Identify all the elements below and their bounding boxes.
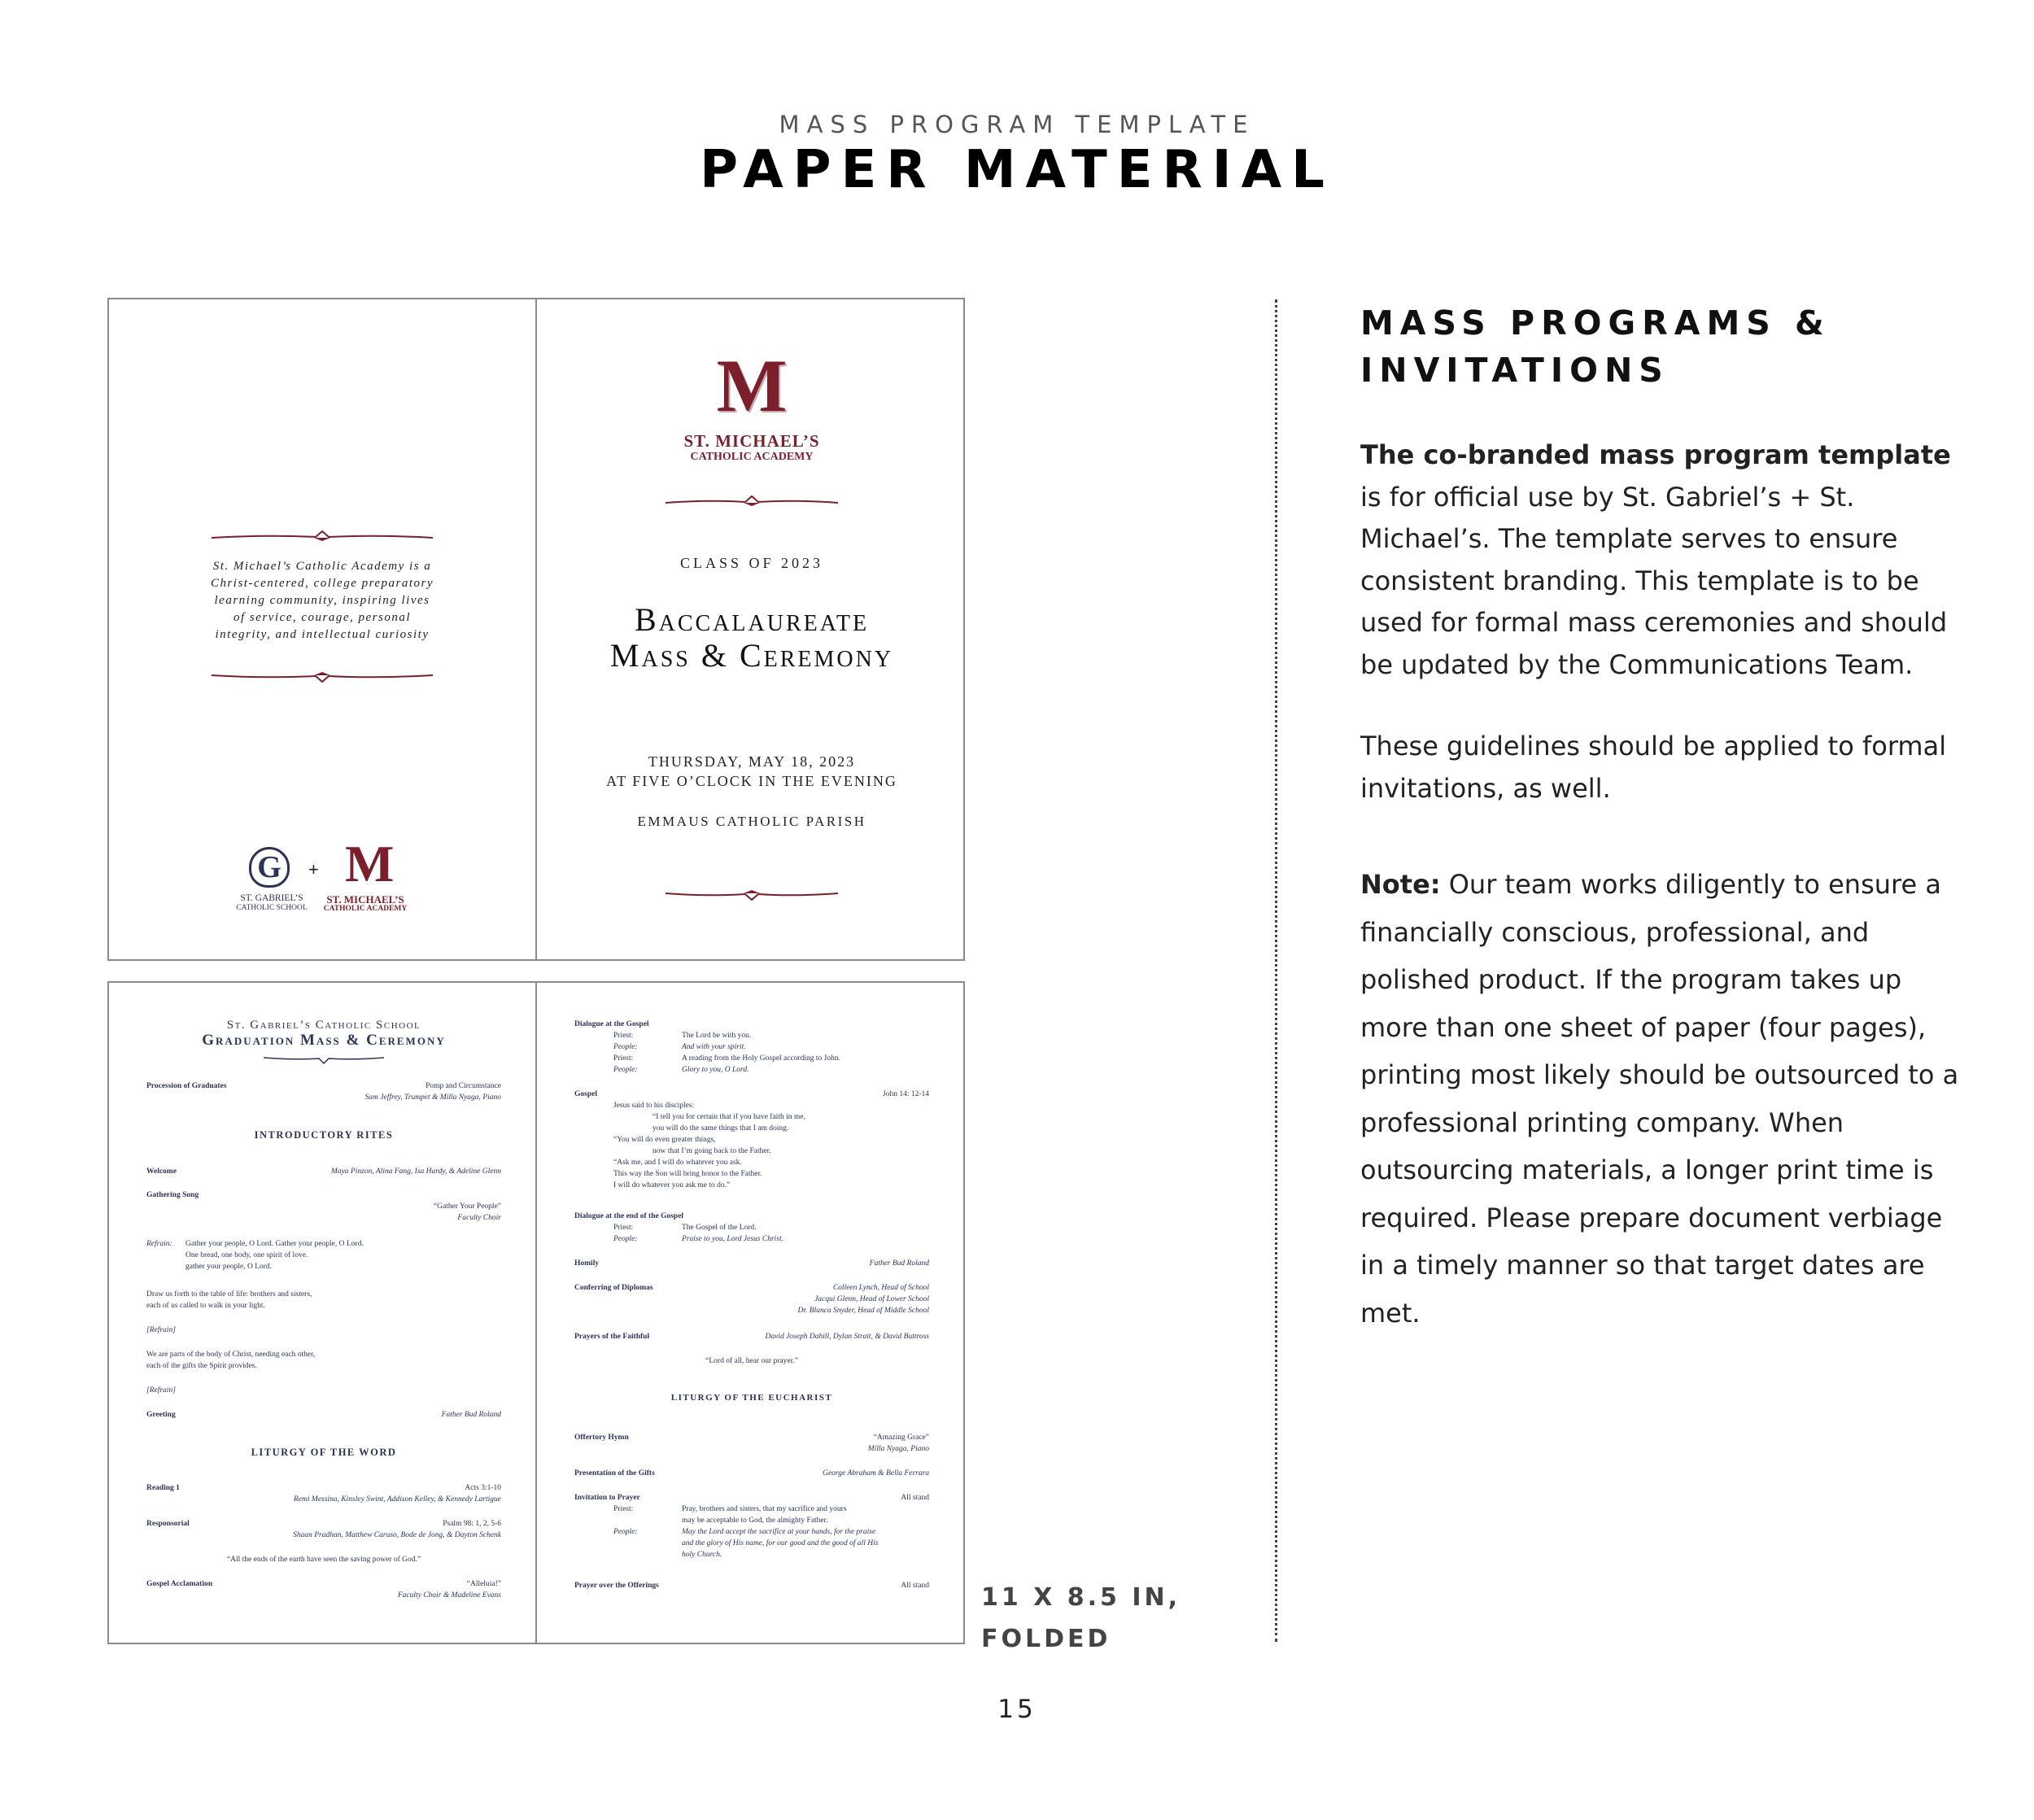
mission-statement: St. Michael’s Catholic Academy is a Christ-centered, college preparatory learning community, inspiring lives of service, courage, personal integrity, and intellectual curiosity [210,560,434,641]
offerings-label: Prayer over the Offerings [574,1582,659,1590]
academy-name-line1: ST. MICHAEL’S [683,431,820,451]
intro-paragraph [1360,434,1962,686]
dialogue-line: Glory to you, O Lord. [682,1066,749,1074]
plus-sign: + [308,859,319,879]
invitation-line: May the Lord accept the sacrifice at your hands, for the praise [682,1528,876,1536]
gifts-people: George Abraham & Bella Ferrara [823,1469,929,1477]
michael-name-line2: CATHOLIC ACADEMY [323,905,408,913]
dialogue-label: Dialogue at the Gospel [574,1020,649,1028]
prayers-people: David Joseph Dahill, Dylan Strait, & David Buttross [765,1333,929,1341]
gospel-label: Gospel [574,1090,597,1098]
responsorial-ref: Psalm 98: 1, 2, 5-6 [443,1520,501,1528]
gospel-line: I will do whatever you ask me to do.” [613,1181,731,1189]
academy-name-line2: CATHOLIC ACADEMY [690,451,814,463]
event-title-line1: Baccalaureate [634,601,870,638]
note-bold: Note: [1360,869,1441,900]
greeting-person: Father Bud Roland [441,1411,501,1419]
role-label: Priest: [613,1054,634,1063]
role-label: People: [613,1235,638,1243]
offertory-label: Offertory Hymn [574,1434,629,1442]
gabriel-name-line1: ST. GABRIEL’S [240,893,303,903]
refrain-marker: [Refrain] [146,1386,176,1394]
diploma-presenter: Jacqui Glenn, Head of Lower School [814,1295,929,1303]
verse-line: each of the gifts the Spirit provides. [146,1362,257,1370]
invitation-line: and the glory of His name, for our good and the good of all His [682,1539,879,1547]
offertory-performer: Milla Nyaga, Piano [867,1445,929,1453]
note-paragraph [1360,861,1962,1337]
st-gabriels-logo [249,847,290,888]
acclamation-label: Gospel Acclamation [146,1580,213,1588]
intro-rest: is for official use by St. Gabriel’s + St. Michael’s. The template serves to ensure consistent branding. This template is to be used for formal mass ceremonies and should be updated by the Communications Team. [1360,481,1948,680]
role-label: Priest: [613,1032,634,1040]
prayers-label: Prayers of the Faithful [574,1333,650,1341]
event-title-line2: Mass & Ceremony [609,637,894,674]
reading-label: Reading 1 [146,1484,180,1492]
gospel-line: now that I’m going back to the Father. [653,1147,771,1155]
role-label: Priest: [613,1224,634,1232]
program-inside-right [535,981,965,1644]
program-front-cover [535,298,965,961]
gathering-label: Gathering Song [146,1191,199,1199]
eucharist-heading: LITURGY OF THE EUCHARIST [670,1393,833,1403]
note-rest: Our team works diligently to ensure a financially conscious, professional, and polished product. If the program takes up more than one sheet of paper (four pages), printing most likely should be outsourced to a professional printing company. When outsourcing materials, a longer print time is required. Please prepare document verbiage in a timely manner so that target dates are met. [1360,869,1959,1329]
page-number: 15 [997,1695,1037,1724]
liturgy-word-heading: LITURGY OF THE WORD [251,1447,397,1458]
invitations-paragraph: These guidelines should be applied to formal invitations, as well. [1360,731,1947,804]
class-year: CLASS OF 2023 [679,555,824,571]
gathering-song: “Gather Your People” [433,1202,501,1211]
refrain-line: Gather your people, O Lord. Gather your people, O Lord. [186,1240,364,1248]
welcome-label: Welcome [146,1168,177,1176]
verse-line: Draw us forth to the table of life: brothers and sisters, [146,1290,312,1298]
response-quote: “All the ends of the earth have seen the saving power of God.” [226,1556,421,1564]
gifts-label: Presentation of the Gifts [574,1469,655,1477]
homily-label: Homily [574,1259,600,1268]
procession-performers: Sam Jeffrey, Trumpet & Milla Nyaga, Piano [364,1093,501,1102]
prayers-quote: “Lord of all, hear our prayer.” [705,1357,798,1365]
diploma-presenter: Colleen Lynch, Head of School [832,1284,929,1292]
reading-ref: Acts 3:1-10 [465,1484,501,1492]
invitation-line: holy Church. [682,1551,722,1559]
welcome-people: Maya Pinzon, Alina Fang, Isa Hardy, & Adeline Glenn [330,1168,501,1176]
responsorial-people: Shaan Pradhan, Matthew Caruso, Bode de Jong, & Dayton Schenk [293,1531,501,1539]
flourish-divider-icon [262,1054,386,1064]
dialogue-end-label: Dialogue at the end of the Gospel [574,1212,684,1220]
program-title: Graduation Mass & Ceremony [202,1032,446,1049]
reading-people: Remi Messina, Kinsley Swint, Addison Kelley, & Kennedy Lartigue [294,1495,501,1504]
diploma-presenter: Dr. Blanca Snyder, Head of Middle School [797,1307,929,1315]
invitation-label: Invitation to Prayer [574,1494,640,1502]
dotted-divider [1275,299,1277,1642]
size-label-line2: FOLDED [981,1625,1111,1653]
section-heading-line1: MASS PROGRAMS & [1360,303,1831,343]
gospel-line: “You will do even greater things, [613,1136,716,1144]
greeting-label: Greeting [146,1411,176,1419]
refrain-line: One bread, one body, one spirit of love. [186,1251,308,1259]
gabriel-name-line2: CATHOLIC SCHOOL [236,904,308,912]
invitation-line: Pray, brothers and sisters, that my sacrifice and yours [682,1505,847,1513]
role-label: People: [613,1528,638,1536]
section-heading-line2: INVITATIONS [1360,351,1670,390]
offertory-song: “Amazing Grace” [873,1434,929,1442]
program-school-name: St. Gabriel’s Catholic School [226,1019,421,1032]
verse-line: each of us called to walk in your light. [146,1302,265,1310]
logo-g-letter: G [257,850,282,884]
gospel-line: Jesus said to his disciples: [613,1102,695,1110]
size-label [981,1577,1225,1660]
gospel-line: you will do the same things that I am doing. [653,1124,789,1133]
gospel-line: “I tell you for certain that if you have faith in me, [653,1113,805,1121]
gospel-line: “Ask me, and I will do whatever you ask. [613,1159,742,1167]
refrain-label: Refrain: [146,1240,172,1248]
program-back-cover [107,298,537,961]
responsorial-label: Responsorial [146,1520,190,1528]
acclamation-song: “Alleluia!” [466,1580,501,1588]
intro-bold: The co-branded mass program template [1360,439,1951,470]
all-stand: All stand [901,1494,929,1502]
intro-rites-heading: INTRODUCTORY RITES [254,1129,394,1141]
verse-line: We are parts of the body of Christ, needing each other, [146,1351,316,1359]
dialogue-line: And with your spirit. [682,1043,746,1051]
gospel-ref: John 14: 12-14 [883,1090,929,1098]
event-date: THURSDAY, MAY 18, 2023 [648,753,856,770]
michael-name-line1: ST. MICHAEL’S [326,893,404,906]
academy-crest-icon: M [716,344,788,427]
procession-piece: Pomp and Circumstance [426,1082,501,1090]
program-inside-left [107,981,537,1644]
size-label-line1: 11 X 8.5 IN, [981,1583,1181,1612]
page-eyebrow: MASS PROGRAM TEMPLATE [779,111,1255,138]
diplomas-label: Conferring of Diplomas [574,1284,653,1292]
event-time: AT FIVE O’CLOCK IN THE EVENING [606,773,897,789]
homily-person: Father Bud Roland [869,1259,929,1268]
all-stand: All stand [901,1582,929,1590]
page-title: PAPER MATERIAL [700,140,1334,200]
flourish-divider-icon [664,495,840,508]
role-label: People: [613,1066,638,1074]
flourish-divider-icon [210,670,434,683]
acclamation-people: Faculty Choir & Madeline Evans [397,1591,501,1600]
invitation-line: may be acceptable to God, the almighty Father. [682,1517,828,1525]
section-heading [1360,299,1946,394]
procession-label: Procession of Graduates [146,1082,227,1090]
gospel-line: This way the Son will bring honor to the Father. [613,1170,762,1178]
dialogue-line: Praise to you, Lord Jesus Christ. [682,1235,783,1243]
dialogue-line: The Lord be with you. [682,1032,752,1040]
event-venue: EMMAUS CATHOLIC PARISH [637,814,866,829]
flourish-divider-icon [210,530,434,543]
gathering-performer: Faculty Choir [457,1214,501,1222]
refrain-marker: [Refrain] [146,1326,176,1334]
dialogue-line: The Gospel of the Lord. [682,1224,757,1232]
refrain-line: gather your people, O Lord. [186,1263,273,1271]
role-label: Priest: [613,1505,634,1513]
role-label: People: [613,1043,638,1051]
dialogue-line: A reading from the Holy Gospel according to John. [682,1054,840,1063]
flourish-divider-icon [664,888,840,901]
st-michaels-logo: M [345,835,395,893]
